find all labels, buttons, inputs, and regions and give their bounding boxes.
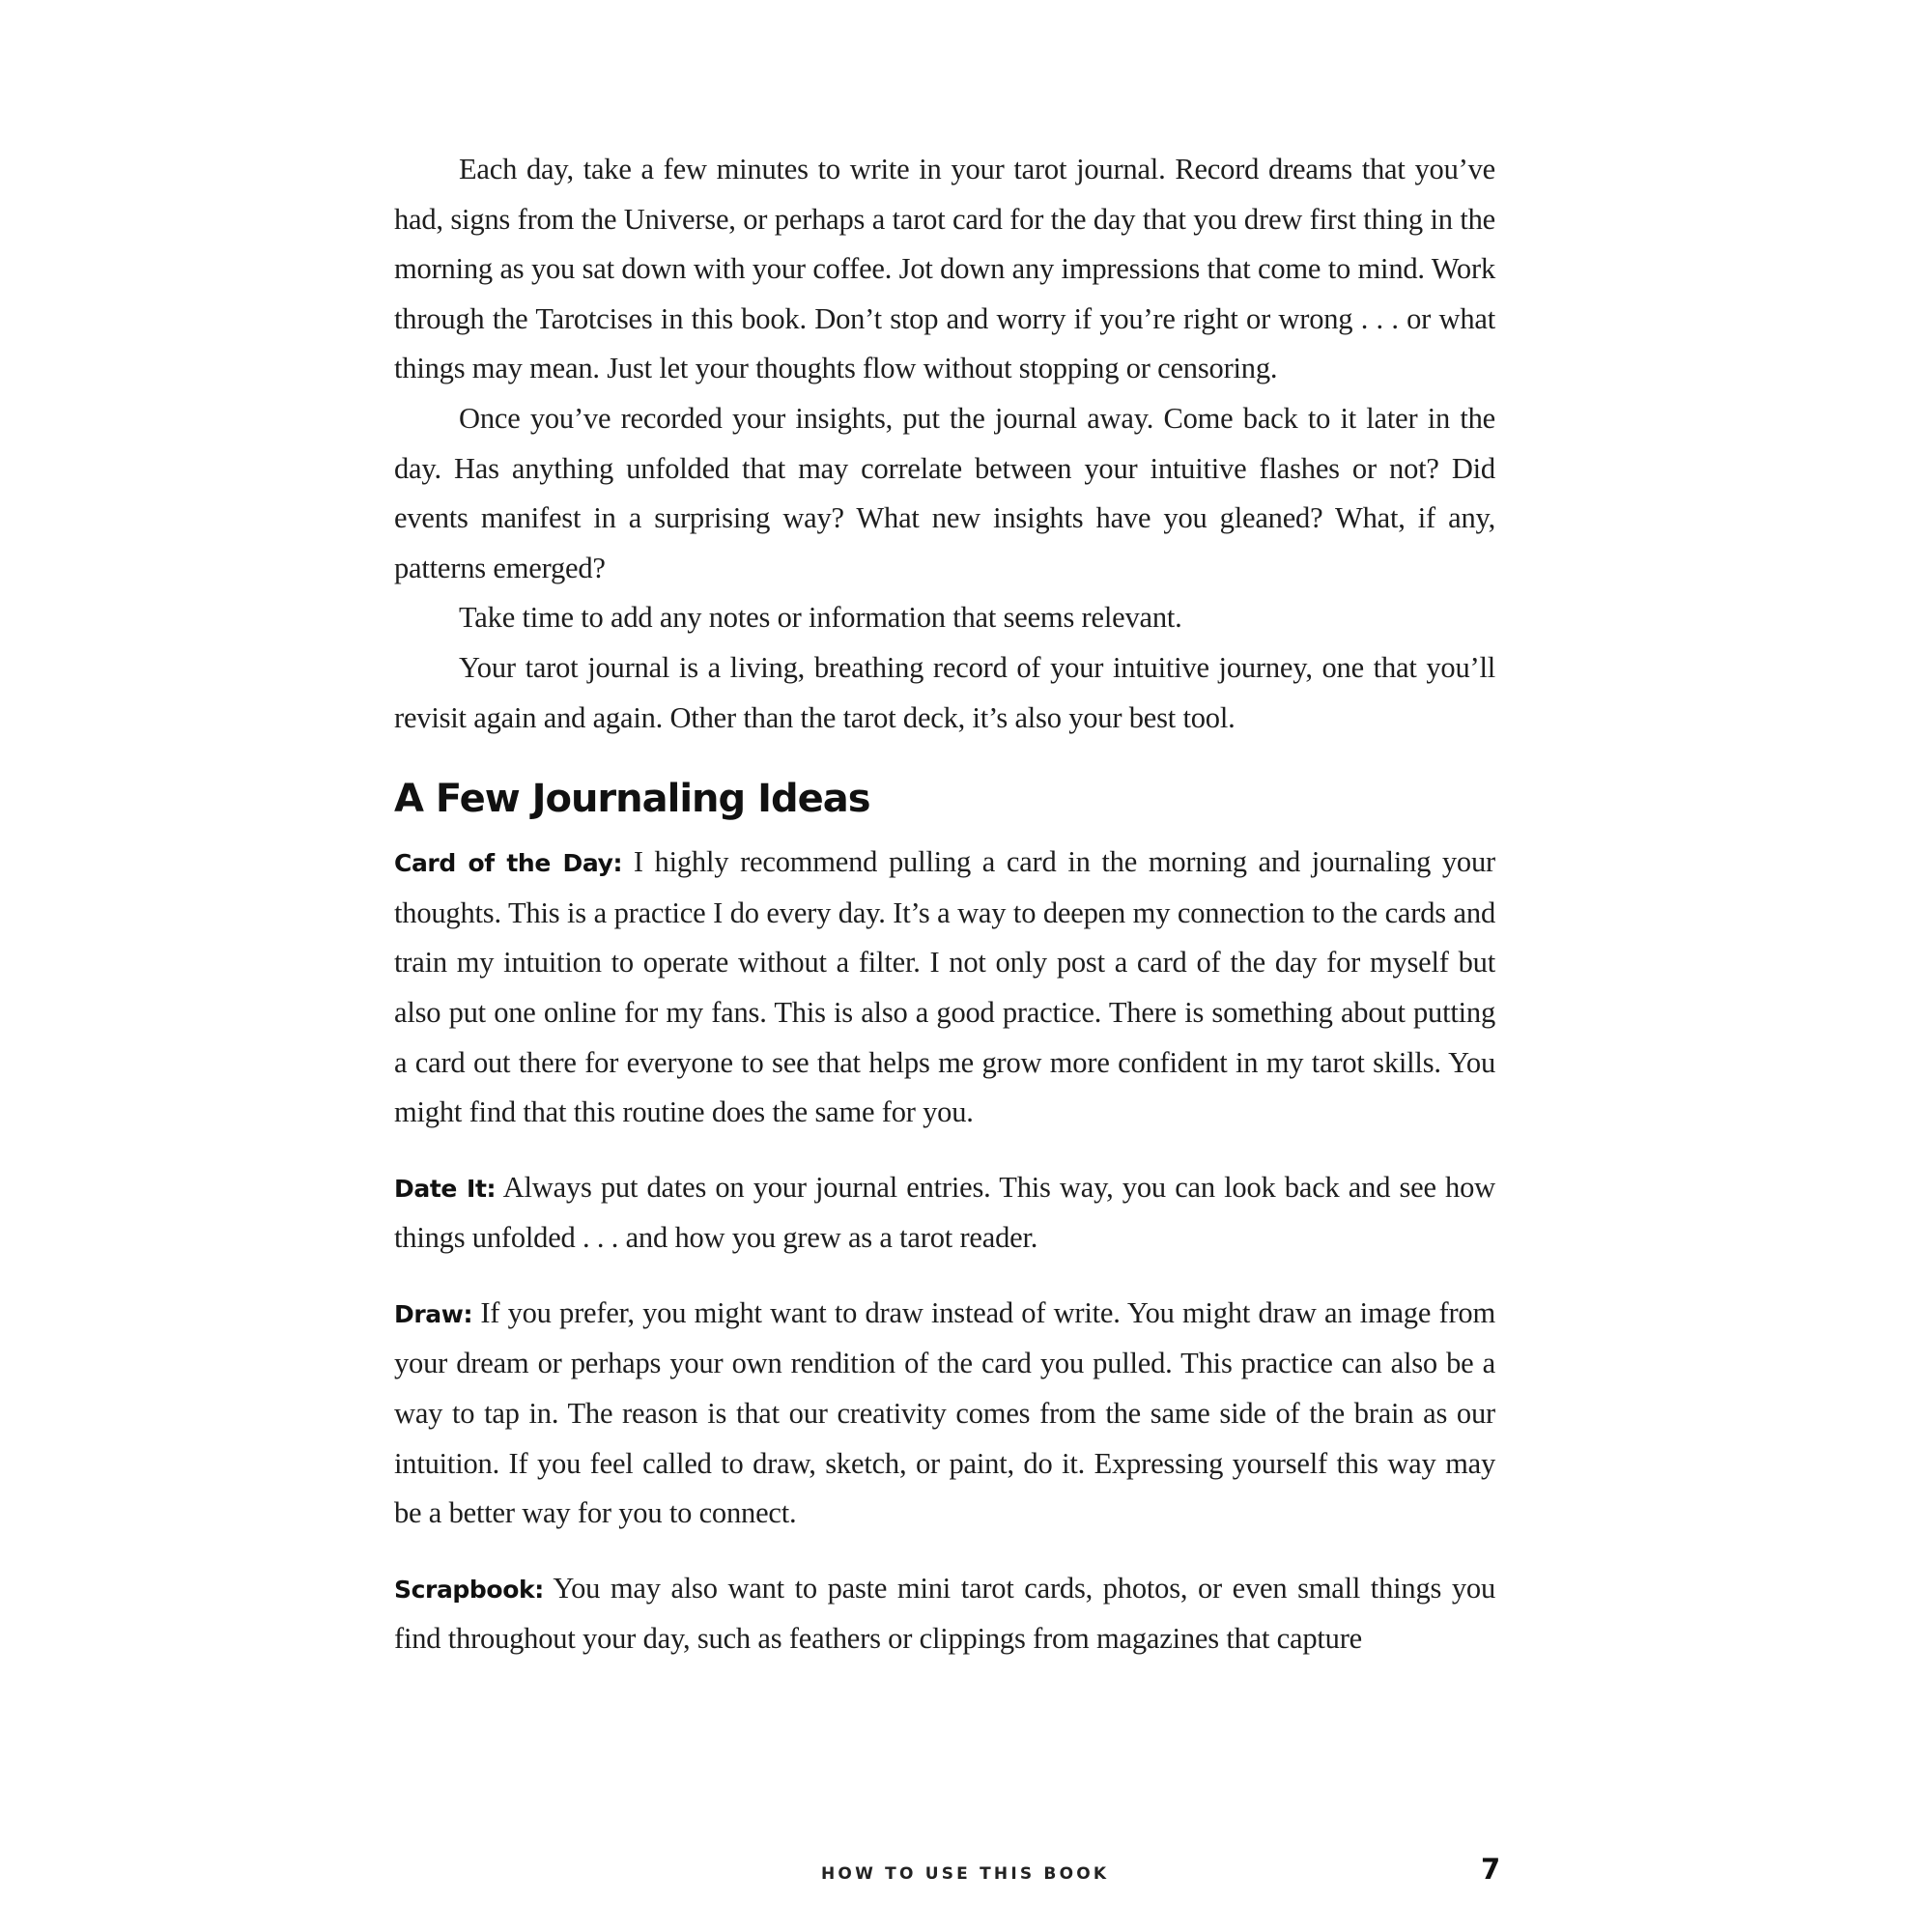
- body-paragraph: Each day, take a few minutes to write in your tarot journal. Record dreams that you’ve had, signs from the Universe, or perhaps a tarot card for the day that you drew first thing in the morning as you sat down with your coffee. Jot down any impressions that come to mind. Work through the Tarotcises in this book. Don’t stop and worry if you’re right or wrong . . . or what things may mean. Just let your thoughts flow without stopping or censoring.: [394, 153, 1495, 385]
- entry-text: Always put dates on your journal entries. This way, you can look back and see how things unfolded . . . and how you grew as a tarot reader.: [394, 1170, 1495, 1255]
- entry-draw: [394, 1289, 1495, 1539]
- body-paragraph: Your tarot journal is a living, breathing record of your intuitive journey, one that you’ll revisit again and again. Other than the tarot deck, it’s also your best tool.: [394, 650, 1495, 734]
- entry-date-it: [394, 1163, 1495, 1264]
- body-paragraph: Take time to add any notes or information that seems relevant.: [459, 601, 1182, 635]
- page-body: [394, 145, 1495, 1690]
- entry-text: You may also want to paste mini tarot cards, photos, or even small things you find throughout your day, such as feathers or clippings from magazines that capture: [394, 1571, 1495, 1656]
- entry-text: If you prefer, you might want to draw instead of write. You might draw an image from your dream or perhaps your own rendition of the card you pulled. This practice can also be a way to tap in. The reason is that our creativity comes from the same side of the brain as our intuition. If you feel called to draw, sketch, or paint, do it. Expressing yourself this way may be a better way for you to connect.: [394, 1295, 1495, 1530]
- entry-term: Card of the Day:: [394, 849, 623, 878]
- entry-term: Date It:: [394, 1174, 497, 1203]
- page-number: 7: [1481, 1853, 1501, 1886]
- entry-term: Scrapbook:: [394, 1575, 544, 1604]
- entry-scrapbook: [394, 1564, 1495, 1664]
- section-heading: A Few Journaling Ideas: [394, 777, 870, 822]
- entry-term: Draw:: [394, 1299, 473, 1328]
- running-head: HOW TO USE THIS BOOK: [821, 1864, 1110, 1884]
- body-paragraph: Once you’ve recorded your insights, put the journal away. Come back to it later in the day. Has anything unfolded that may correlate between your intuitive flashes or not? Did events manifest in a surprising way? What new insights have you gleaned? What, if any, patterns emerged?: [394, 401, 1495, 584]
- entry-text: I highly recommend pulling a card in the morning and journaling your thoughts. This is a practice I do every day. It’s a way to deepen my connection to the cards and train my intuition to operate without a filter. I not only post a card of the day for myself but also put one online for my fans. This is also a good practice. There is something about putting a card out there for everyone to see that helps me grow more confident in my tarot skills. You might find that this routine does the same for you.: [394, 845, 1495, 1129]
- entry-card-of-the-day: [394, 838, 1495, 1138]
